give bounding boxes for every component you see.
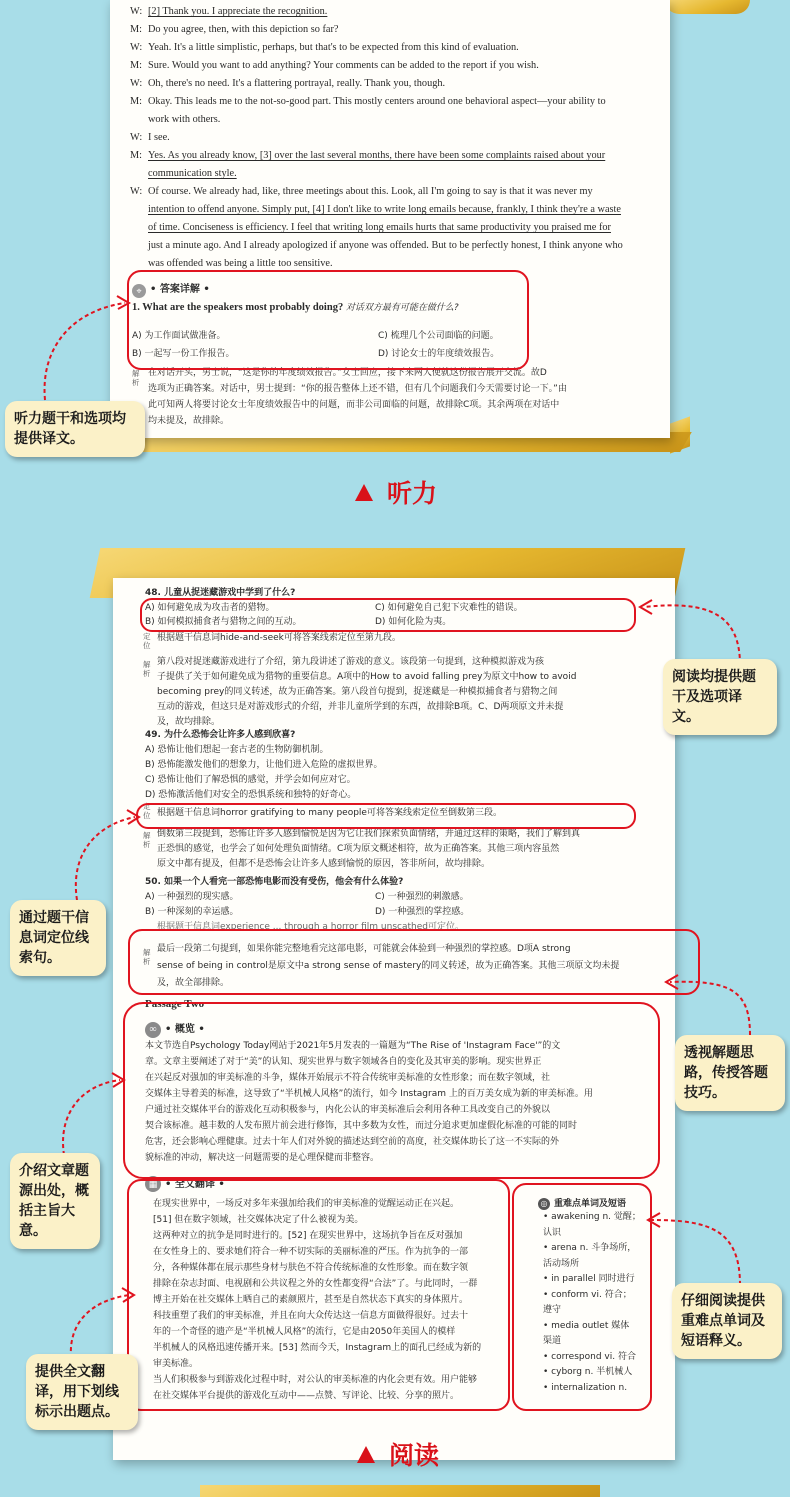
dialogue-line: [130, 203, 621, 217]
vocab-line: • media outlet 媒体: [543, 1320, 630, 1331]
gold-decoration-bottom: [200, 1485, 600, 1497]
note-locate-clue: 通过题干信息词定位线索句。: [10, 900, 106, 976]
translation-line: 当人们积极参与到游戏化过程中时，对公认的审美标准的内化会更有效。用户能够: [153, 1375, 478, 1385]
overview-line: 在兴起反对强加的审美标准的斗争，媒体开始展示不符合传统审美标准的女性形象；而在数字领域，社: [145, 1073, 551, 1083]
option-b: B) 一起写一份工作报告。: [132, 349, 235, 359]
dashed-arrow-5: [50, 1060, 130, 1160]
translation-line: 排除在杂志封面、电视剧和公共议程之外的女性都变得“合法”了。与此同时，一群: [153, 1279, 478, 1289]
overview-line: 危害，还会影响心理健康。过去十年人们对外貌的描述达到空前的高度，社交媒体助长了这一不实际的外: [145, 1137, 560, 1147]
q48-option-a: A) 如何避免成为攻击者的猎物。: [145, 603, 275, 613]
dashed-arrow-1: [35, 285, 135, 405]
analysis-label-50: 解析: [143, 948, 151, 966]
caption-reading: 阅读: [357, 1436, 439, 1472]
vocab-line: 渠道: [543, 1336, 562, 1346]
analysis-label-48: 解析: [143, 660, 151, 678]
dashed-arrow-6: [630, 1200, 760, 1290]
speaker-label: W:: [130, 132, 143, 143]
q50-option-c: C) 一种强烈的刺激感。: [375, 892, 469, 902]
pin-icon: ⌖: [132, 284, 146, 298]
listening-page: [110, 0, 670, 438]
highlight-box-overview: [123, 1002, 660, 1179]
analysis-line: 第八段对捉迷藏游戏进行了介绍，第九段讲述了游戏的意义。该段第一句提到，这种模拟游戏为孩: [157, 657, 545, 667]
question-1: 1. What are the speakers most probably doing? 对话双方最有可能在做什么?: [132, 302, 459, 313]
vocab-header: ◎ 重难点单词及短语: [538, 1193, 626, 1211]
analysis-line: 均未提及，故排除。: [148, 416, 230, 426]
analysis-line: sense of being in control是原文中a strong sense of mastery的同义转述，故为正确答案。其他三项原文均未提: [157, 961, 620, 971]
question-48: 48. 儿童从捉迷藏游戏中学到了什么?: [145, 588, 296, 598]
book-icon: ◎: [538, 1198, 550, 1210]
translation-line: 在社交媒体平台提供的游戏化互动中——点赞、写评论、比较、分享的照片。: [153, 1391, 460, 1401]
dialogue-line: [130, 239, 623, 253]
translation-line: 审美标准。: [153, 1359, 199, 1369]
note-passage-source: 介绍文章题源出处，概括主旨大意。: [10, 1153, 100, 1249]
vocab-line: • internalization n.: [543, 1382, 628, 1393]
option-a: A) 为工作面试做准备。: [132, 331, 226, 341]
translation-line: 博主开始在社交媒体上晒自己的素颜照片，甚至是自然状态下真实的身体照片。: [153, 1295, 469, 1305]
dialogue-line: [130, 185, 593, 199]
infinity-icon: ∞: [145, 1022, 161, 1038]
analysis-line: 此可知两人将要讨论女士年度绩效报告中的问题，而非公司面临的问题，故排除C项。其余两项在对话中: [148, 400, 560, 410]
highlight-box-q50-analysis: [128, 929, 700, 995]
dashed-arrow-4: [640, 960, 770, 1040]
analysis-label: 解析: [132, 369, 140, 387]
highlight-box-q49-locate: [136, 803, 636, 829]
analysis-line: 选项为正确答案。对话中，男士提到：“你的报告整体上还不错，但有几个问题我们今天需要讨论一下。”由: [148, 384, 567, 394]
translation-line: 在女性身上的、要求她们符合一种不切实际的美丽标准的严压。作为抗争的一部: [153, 1247, 469, 1257]
option-line: A) 恐怖让他们想起一套古老的生物防御机制。: [145, 745, 329, 755]
dialogue-line: [130, 95, 606, 109]
vocab-line: 认识: [543, 1227, 562, 1238]
caption-listening: 听力: [355, 474, 437, 510]
overview-line: 本文节选自Psychology Today网站于2021年5月发表的一篇题为“The Rise of 'Instagram Face'”的文: [145, 1041, 561, 1051]
overview-line: 户通过社交媒体平台的游戏化互动积极参与，内化公认的审美标准后会利用各种工具改变自己的外貌以: [145, 1105, 551, 1115]
vocab-line: • in parallel 同时进行: [543, 1274, 635, 1284]
q48-locate: 根据题干信息词hide-and-seek可将答案线索定位至第九段。: [157, 633, 401, 643]
analysis-line: becoming prey的同义转述，故为正确答案。第八段首句提到，捉迷藏是一种模拟捕食者与猎物之间: [157, 687, 558, 697]
dialogue-line: [130, 257, 333, 271]
vocab-line: • cyborg n. 半机械人: [543, 1367, 633, 1377]
vocab-line: • awakening n. 觉醒；: [543, 1212, 641, 1222]
dialogue-line: [130, 77, 445, 91]
q48-option-c: C) 如何避免自己犯下灾难性的错误。: [375, 603, 523, 613]
analysis-line: 及，故均排除。: [157, 717, 221, 727]
answer-header: ⌖ • 答案详解 •: [132, 279, 210, 298]
overview-line: 契合该标准。越丰数的人发布照片前会进行修饰，其中多数为女性，而过分追求更加虚假化标准的可能的同时: [145, 1121, 578, 1131]
dialogue-line: [130, 221, 611, 235]
dialogue-line: [130, 167, 237, 181]
analysis-line: 正恐惧的感觉，也学会了如何处理负面情绪。C项为原文概述相符，故为正确答案。其他三项内容虽然: [157, 844, 560, 854]
dialogue-text: Okay. This leads me to the not-so-good part. This mostly centers around one behavioral aspect—your ability to: [148, 96, 606, 107]
translation-line: 分，各种媒体都在展示那些身材与肤色不符合传统标准的女性形象。而在数字领: [153, 1263, 469, 1273]
question-49: 49. 为什么恐怖会让许多人感到欣喜?: [145, 730, 296, 740]
highlight-box-question: [127, 270, 529, 370]
analysis-line: 在对话开头，男士说，“这是你的年度绩效报告。”女士回应，接下来两人便就这份报告展开交流。故D: [148, 368, 547, 378]
highlight-box-translation: [127, 1179, 510, 1411]
vocab-line: • correspond vi. 符合: [543, 1351, 636, 1362]
q50-option-d: D) 一种强烈的掌控感。: [375, 907, 470, 917]
analysis-line: 互动的游戏，但这只是对游戏形式的介绍，并非儿童所学到的东西，故排除B项。C、D两项原文并未提: [157, 702, 564, 712]
dialogue-line: [130, 59, 539, 73]
dialogue-text: communication style.: [148, 168, 237, 179]
dashed-arrow-3: [65, 805, 145, 905]
q48-option-b: B) 如何模拟捕食者与猎物之间的互动。: [145, 617, 302, 627]
vocab-line: • conform vi. 符合；: [543, 1289, 632, 1300]
note-reading-translation: 阅读均提供题干及选项译文。: [663, 659, 777, 735]
analysis-label-49: 解析: [143, 831, 151, 849]
analysis-line: 及，故全部排除。: [157, 978, 230, 988]
dialogue-text: just a minute ago. And I already apologized if anyone was offended. But to be perfectly honest, I think anyone who: [148, 240, 623, 251]
dialogue-text: was offended was being a little too sensitive.: [148, 258, 333, 269]
dialogue-text: Yeah. It's a little simplistic, perhaps, but that's to be expected from this kind of evaluation.: [148, 42, 519, 53]
dialogue-text: Of course. We already had, like, three meetings about this. Look, all I'm going to say is that it was never my: [148, 186, 593, 197]
speaker-label: M:: [130, 60, 143, 71]
analysis-line: 子提供了关于如何避免成为猎物的重要信息。A项中的How to avoid falling prey为原文中how to avoid: [157, 672, 577, 682]
speaker-label: M:: [130, 150, 143, 161]
q49-locate: 根据题干信息词horror gratifying to many people可将答案线索定位至倒数第三段。: [157, 808, 502, 818]
dialogue-text: Yes. As you already know, [3] over the last several months, there have been some complaints raised about your: [148, 150, 606, 161]
option-line: D) 恐怖激活他们对安全的恐惧系统和独特的好奇心。: [145, 790, 357, 800]
dialogue-line: [130, 149, 605, 163]
dialogue-text: I see.: [148, 132, 170, 143]
dialogue-line: [130, 23, 338, 37]
overview-header: ∞ • 概览 •: [145, 1019, 205, 1038]
translation-line: [51] 但在数字领域，社交媒体决定了什么被视为美。: [153, 1215, 364, 1225]
speaker-label: W:: [130, 78, 143, 89]
translation-line: 在现实世界中，一场反对多年来强加给我们的审美标准的觉醒运动正在兴起。: [153, 1199, 460, 1209]
q48-option-d: D) 如何化险为夷。: [375, 617, 452, 627]
vocab-line: • arena n. 斗争场所，: [543, 1243, 637, 1253]
q50-locate: 根据题干信息词experience ... through a horror film unscathed可定位。: [157, 922, 464, 932]
option-line: C) 恐怖让他们了解恐惧的感觉，并学会如何应对它。: [145, 775, 356, 785]
dialogue-text: of time. Conciseness is efficiency. I feel that writing long emails hurts that same productivity you praised me for: [148, 222, 611, 233]
translation-line: 半机械人的风格迅速传播开来。[53] 然而今天，Instagram上的面孔已经成为新的: [153, 1343, 482, 1353]
speaker-label: M:: [130, 96, 143, 107]
speaker-label: W:: [130, 186, 143, 197]
note-full-translation: 提供全文翻译，用下划线标示出题点。: [26, 1354, 138, 1430]
analysis-line: 最后一段第二句提到，如果你能完整地看完这部电影，可能就会体验到一种强烈的掌控感。D项A strong: [157, 944, 571, 954]
q50-option-b: B) 一种深刻的幸运感。: [145, 907, 239, 917]
dialogue-line: [130, 41, 519, 55]
translation-line: 这两种对立的抗争是同时进行的。[52] 在现实世界中，这场抗争旨在反对强加: [153, 1231, 463, 1241]
note-vocab: 仔细阅读提供重难点单词及短语释义。: [672, 1283, 782, 1359]
q50-option-a: A) 一种强烈的现实感。: [145, 892, 239, 902]
translation-line: 科技重塑了我们的审美标准，并且在向大众传达这一信息方面做得很好。过去十: [153, 1311, 469, 1321]
translation-header: ▦ • 全文翻译 •: [145, 1174, 225, 1192]
overview-line: 交媒体主导着美的标准，这导致了“半机械人风格”的流行，如今 Instagram 上的百万美女成为新的审美标准。用: [145, 1089, 593, 1099]
grid-icon: ▦: [145, 1176, 161, 1192]
triangle-icon: [357, 1446, 375, 1463]
dialogue-line: [130, 5, 327, 19]
translation-line: 年的一个奇怪的遗产是“半机械人风格”的流行，它是由2050年美国人的模样: [153, 1327, 456, 1337]
locate-label-49: 定位: [143, 802, 151, 820]
dialogue-line: [130, 113, 220, 127]
dialogue-line: [130, 131, 170, 145]
overview-line: 貌标准的冲动，解决这一问题需要的是心理保健而非整容。: [145, 1153, 380, 1163]
vocab-line: 活动场所: [543, 1258, 580, 1269]
option-line: B) 恐怖能激发他们的想象力，让他们进入危险的虚拟世界。: [145, 760, 383, 770]
option-c: C) 梳理几个公司面临的问题。: [378, 331, 499, 341]
dialogue-text: intention to offend anyone. Simply put, [4] I don't like to write long emails because, frankly, I think they're a waste: [148, 204, 621, 215]
question-50: 50. 如果一个人看完一部恐怖电影而没有受伤，他会有什么体验?: [145, 877, 404, 887]
passage-title: Passage Two: [145, 998, 205, 1010]
speaker-label: M:: [130, 24, 143, 35]
dialogue-text: Oh, there's no need. It's a flattering portrayal, really. Thank you, though.: [148, 78, 446, 89]
dialogue-text: work with others.: [148, 114, 221, 125]
vocab-line: 遵守: [543, 1305, 562, 1315]
option-d: D) 讨论女士的年度绩效报告。: [378, 349, 500, 359]
triangle-icon: [355, 484, 373, 501]
dialogue-text: Sure. Would you want to add anything? Your comments can be added to the report if you wish.: [148, 60, 539, 71]
gold-decoration-top-right: [665, 0, 750, 14]
analysis-line: 倒数第三段提到，恐怖让许多人感到愉悦是因为它让我们探索负面情绪，并通过这样的策略，我们了解到真: [157, 829, 581, 839]
analysis-line: 原文中都有提及，但都不是恐怖会让许多人感到愉悦的原因，答非所问，故均排除。: [157, 859, 491, 869]
note-solving-tips: 透视解题思路，传授答题技巧。: [675, 1035, 785, 1111]
overview-line: 章。文章主要阐述了对于“美”的认知、现实世界与数字领域各自的变化及其审美的影响。现实世界正: [145, 1057, 542, 1067]
dialogue-text: [2] Thank you. I appreciate the recognition.: [148, 6, 328, 17]
note-listening: 听力题干和选项均提供译文。: [5, 401, 145, 457]
highlight-box-q48-options: [140, 598, 636, 632]
dialogue-text: Do you agree, then, with this depiction so far?: [148, 24, 339, 35]
speaker-label: W:: [130, 6, 143, 17]
locate-label-48: 定位: [143, 632, 151, 650]
speaker-label: W:: [130, 42, 143, 53]
